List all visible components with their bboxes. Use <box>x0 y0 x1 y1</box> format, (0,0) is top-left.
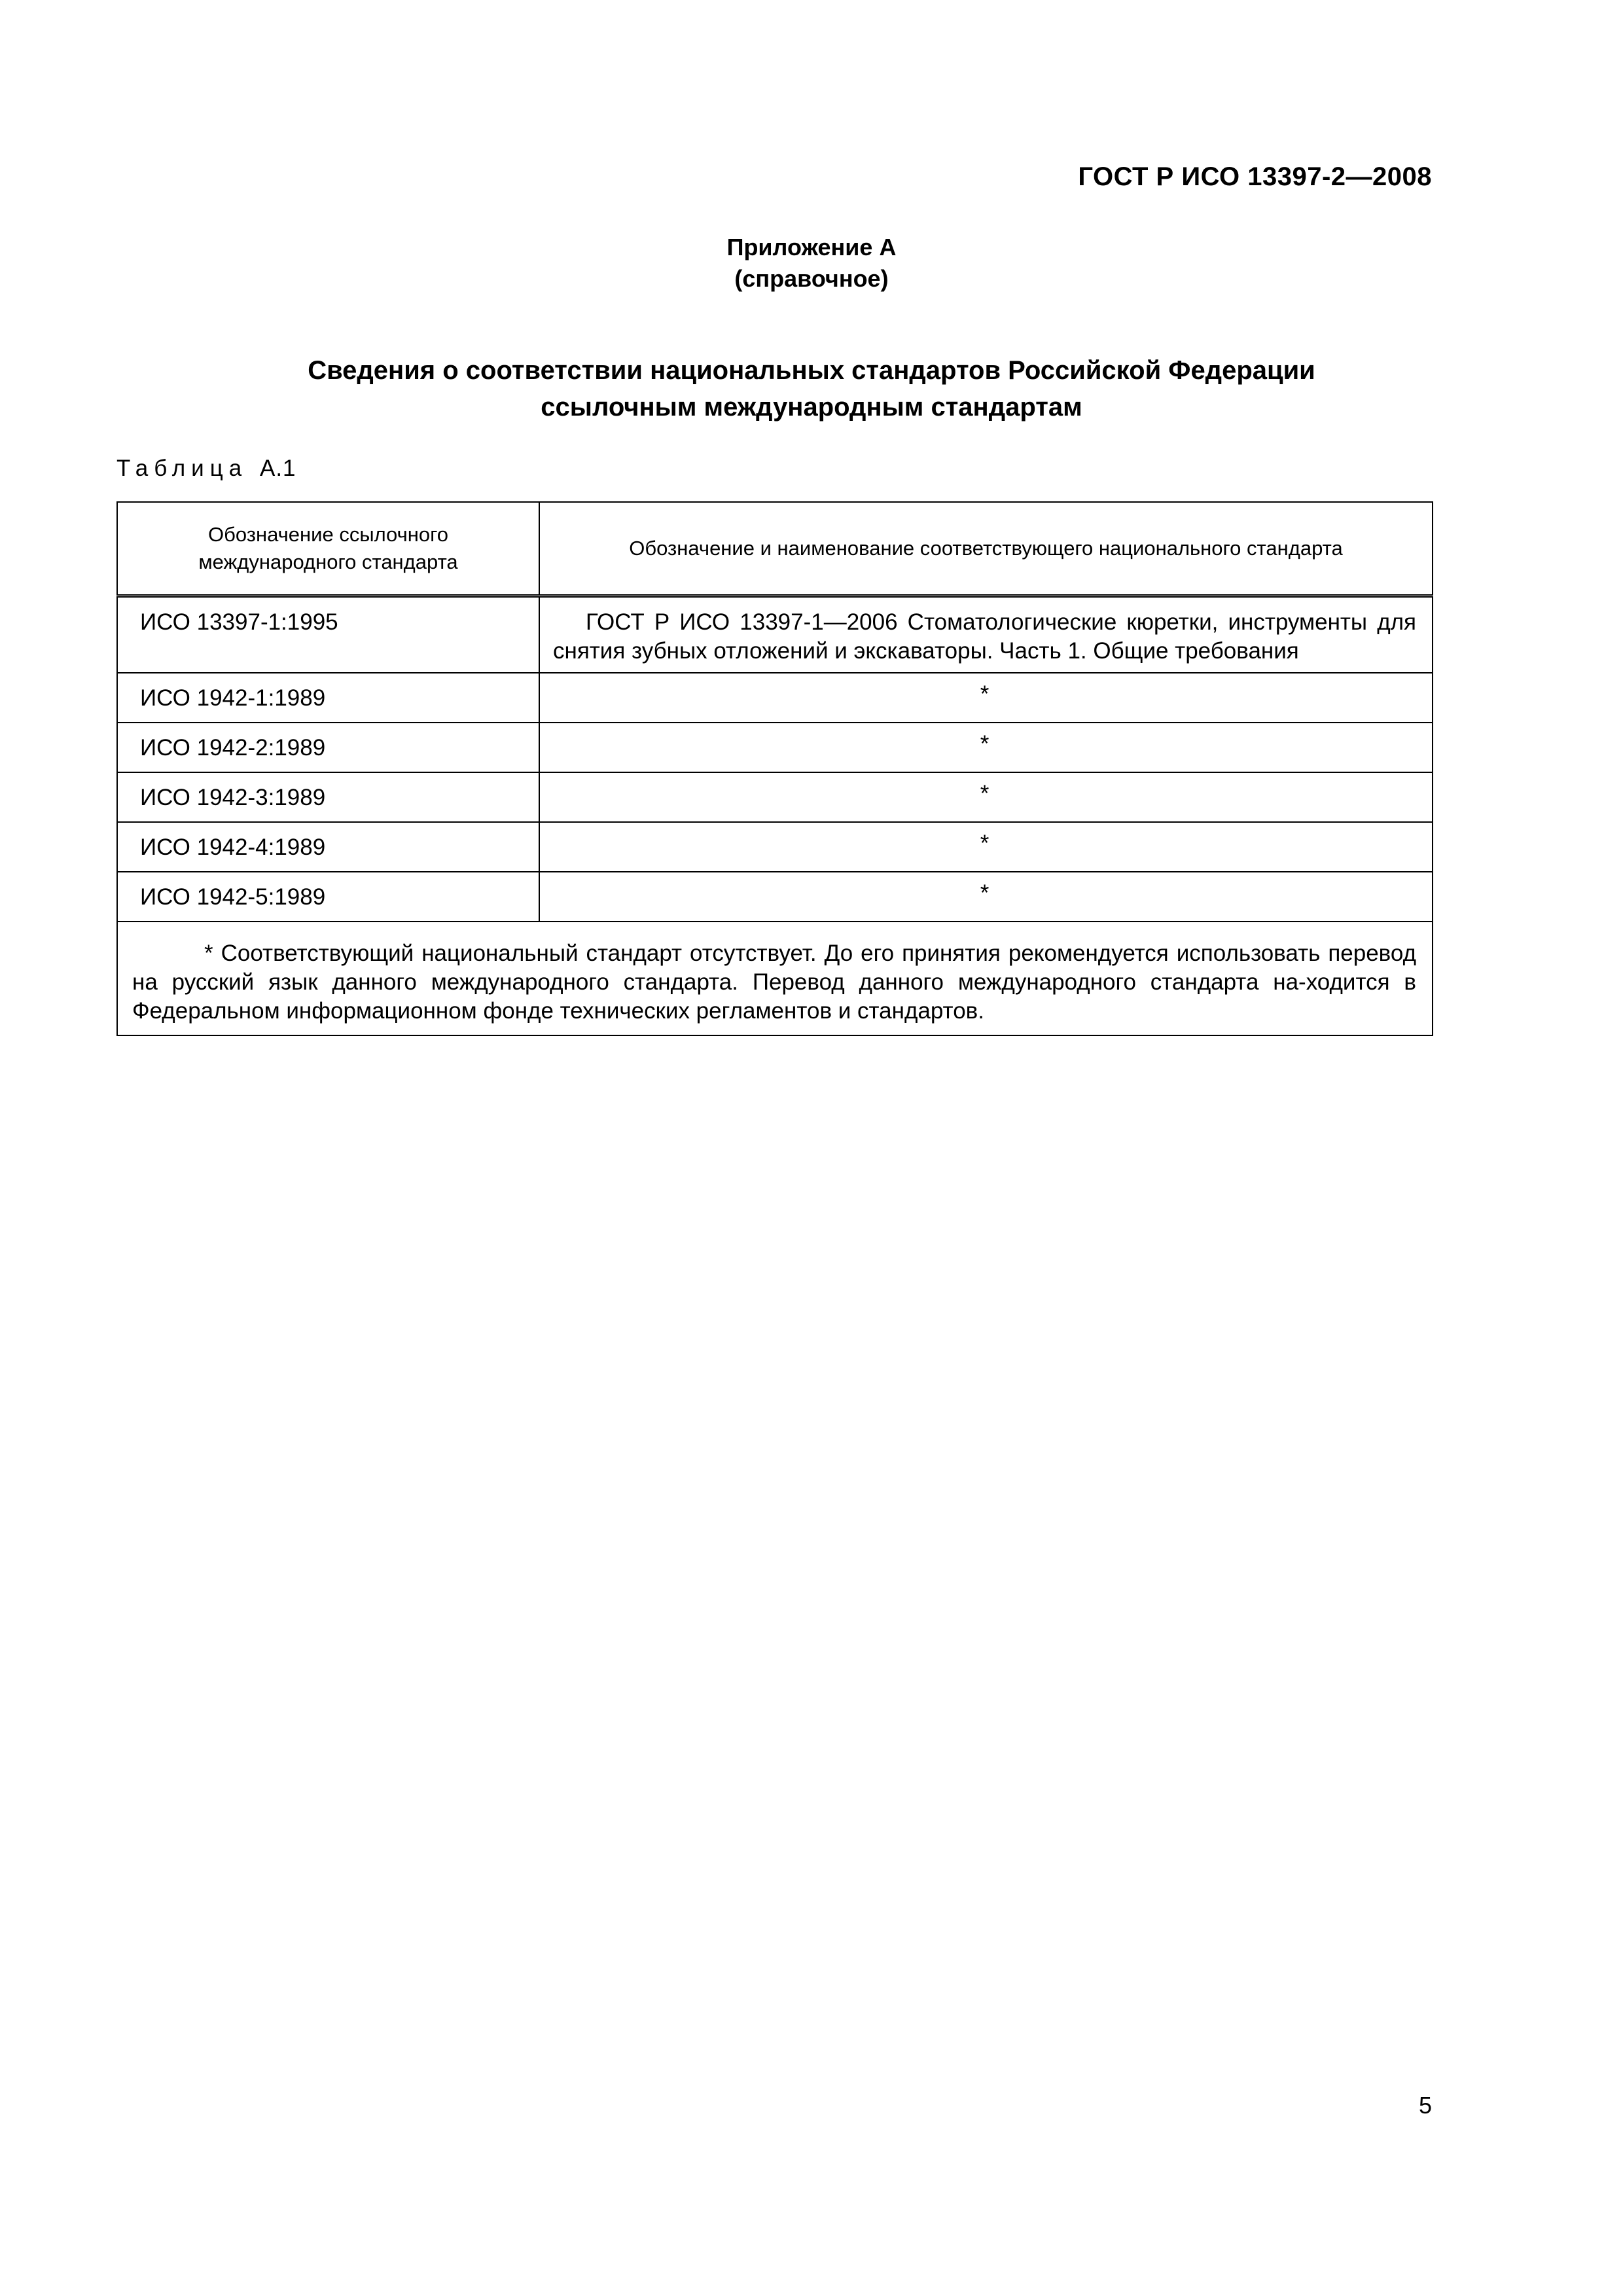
table-caption <box>116 456 296 482</box>
intl-standard-cell: ИСО 1942-4:1989 <box>117 822 539 872</box>
national-standard-cell: * <box>539 723 1433 772</box>
header-intl-standard <box>117 502 539 596</box>
table-footnote-row <box>117 922 1433 1035</box>
table-row <box>117 872 1433 922</box>
intl-standard-cell: ИСО 1942-5:1989 <box>117 872 539 922</box>
national-standard-cell: * <box>539 872 1433 922</box>
intl-standard-cell: ИСО 13397-1:1995 <box>117 596 539 673</box>
national-standard-cell: ГОСТ Р ИСО 13397-1—2006 Стоматологические кюретки, инструменты для снятия зубных отложений и экскаваторы. Часть 1. Общие требования <box>539 596 1433 673</box>
table-footnote: * Соответствующий национальный стандарт отсутствует. До его принятия рекомендуется использовать перевод на русский язык данного международного стандарта. Перевод данного международного стандарта на-ходится в Федеральном информационном фонде технических регламентов и стандартов. <box>132 941 1416 1024</box>
header-national-standard <box>539 502 1433 596</box>
intl-standard-cell: ИСО 1942-2:1989 <box>117 723 539 772</box>
table-row <box>117 723 1433 772</box>
table-row <box>117 596 1433 673</box>
table-row <box>117 822 1433 872</box>
page-number: 5 <box>1418 2092 1432 2119</box>
header-intl-line-2: международного стандарта <box>198 550 458 573</box>
intl-standard-cell: ИСО 1942-3:1989 <box>117 772 539 822</box>
national-standard-cell: * <box>539 822 1433 872</box>
section-title <box>0 352 1623 425</box>
intl-standard-cell: ИСО 1942-1:1989 <box>117 673 539 723</box>
section-title-line-2: ссылочным международным стандартам <box>541 393 1082 422</box>
table-caption-word: Таблица <box>116 456 248 481</box>
annex-heading <box>0 232 1623 295</box>
section-title-line-1: Сведения о соответствии национальных стандартов Российской Федерации <box>308 356 1315 385</box>
standards-correspondence-table <box>116 501 1433 1036</box>
national-standard-cell: * <box>539 772 1433 822</box>
table-header-row <box>117 502 1433 596</box>
annex-title: Приложение А <box>726 234 897 260</box>
table-footnote-cell <box>117 922 1433 1035</box>
table-row <box>117 772 1433 822</box>
header-intl-line-1: Обозначение ссылочного <box>208 523 448 546</box>
document-code: ГОСТ Р ИСО 13397-2—2008 <box>1078 162 1432 191</box>
table-row <box>117 673 1433 723</box>
national-standard-cell: * <box>539 673 1433 723</box>
annex-subtitle: (справочное) <box>734 265 889 292</box>
table-caption-number: А.1 <box>259 456 296 481</box>
header-national-label: Обозначение и наименование соответствующего национального стандарта <box>629 537 1343 560</box>
